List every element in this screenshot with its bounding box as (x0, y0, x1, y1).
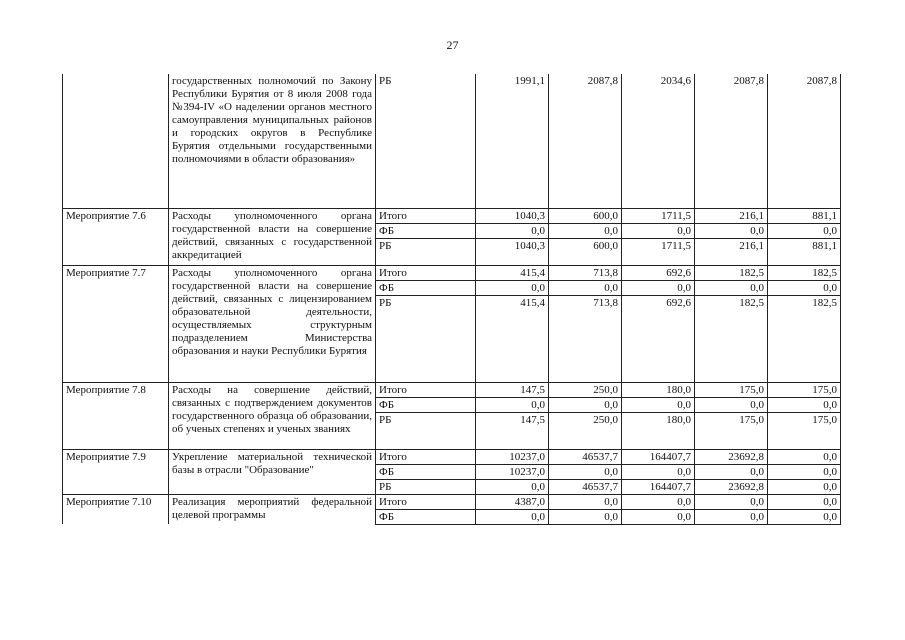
measure-description: Расходы уполномоченного органа государственной власти на совершение действий, связанных с лицензированием образовательной деятельности, осуществляемых структурным подразделением Министерства образования и науки Республики Бурятия (169, 265, 376, 382)
table-row (63, 208, 841, 223)
measure-description: государственных полномочий по Закону Республики Бурятия от 8 июля 2008 года №394-IV «О наделении органов местного самоуправления муниципальных районов и городских округов в Республике Бурятия отдельными государственными полномочиями в области образования» (169, 74, 376, 208)
value-cell: 881,1 (768, 238, 841, 265)
value-cell: 2087,8 (768, 74, 841, 208)
measure-id: Мероприятие 7.6 (63, 208, 169, 265)
page-number: 27 (446, 38, 459, 52)
value-cell: 182,5 (768, 265, 841, 280)
value-cell: 182,5 (768, 295, 841, 382)
value-cell: 0,0 (695, 509, 768, 524)
value-cell: 2087,8 (549, 74, 622, 208)
value-cell: 1991,1 (476, 74, 549, 208)
value-cell: 180,0 (622, 382, 695, 397)
value-cell: 0,0 (695, 397, 768, 412)
value-cell: 0,0 (549, 509, 622, 524)
value-cell: 1040,3 (476, 238, 549, 265)
value-cell: 0,0 (622, 223, 695, 238)
value-cell: 0,0 (476, 509, 549, 524)
value-cell: 0,0 (768, 509, 841, 524)
continuation-row (63, 74, 841, 208)
value-cell: 250,0 (549, 412, 622, 449)
value-cell: 46537,7 (549, 449, 622, 464)
value-cell: 0,0 (695, 223, 768, 238)
value-cell: 23692,8 (695, 449, 768, 464)
value-cell: 0,0 (622, 397, 695, 412)
value-cell: 182,5 (695, 265, 768, 280)
value-cell: 0,0 (695, 280, 768, 295)
value-cell: 0,0 (768, 494, 841, 509)
value-cell: 600,0 (549, 238, 622, 265)
measure-description: Расходы на совершение действий, связанных с подтверждением документов государственного образца об образовании, об ученых степенях и ученых званиях (169, 382, 376, 449)
value-cell: 0,0 (549, 464, 622, 479)
table-row (63, 382, 841, 397)
value-cell: 0,0 (768, 449, 841, 464)
value-cell: 147,5 (476, 412, 549, 449)
measure-id: Мероприятие 7.7 (63, 265, 169, 382)
value-cell: 216,1 (695, 208, 768, 223)
measure-description: Реализация мероприятий федеральной целевой программы (169, 494, 376, 524)
table-row (63, 494, 841, 509)
value-cell: 0,0 (695, 464, 768, 479)
value-cell: 713,8 (549, 265, 622, 280)
value-cell: 175,0 (768, 382, 841, 397)
value-cell: 692,6 (622, 295, 695, 382)
funding-source: РБ (376, 412, 476, 449)
value-cell: 180,0 (622, 412, 695, 449)
value-cell: 0,0 (622, 464, 695, 479)
value-cell: 1040,3 (476, 208, 549, 223)
value-cell: 415,4 (476, 265, 549, 280)
funding-source: Итого (376, 382, 476, 397)
value-cell: 0,0 (549, 494, 622, 509)
value-cell: 1711,5 (622, 208, 695, 223)
funding-source: Итого (376, 208, 476, 223)
value-cell: 175,0 (695, 382, 768, 397)
measure-id: Мероприятие 7.9 (63, 449, 169, 494)
value-cell: 0,0 (768, 479, 841, 494)
value-cell: 0,0 (549, 397, 622, 412)
funding-source: ФБ (376, 223, 476, 238)
value-cell: 0,0 (476, 280, 549, 295)
value-cell: 0,0 (622, 280, 695, 295)
value-cell: 0,0 (476, 223, 549, 238)
value-cell: 881,1 (768, 208, 841, 223)
value-cell: 1711,5 (622, 238, 695, 265)
value-cell: 0,0 (768, 223, 841, 238)
measure-id: Мероприятие 7.10 (63, 494, 169, 524)
value-cell: 147,5 (476, 382, 549, 397)
table-row (63, 449, 841, 464)
funding-source: РБ (376, 479, 476, 494)
value-cell: 164407,7 (622, 479, 695, 494)
measure-description: Расходы уполномоченного органа государственной власти на совершение действий, связанных с государственной аккредитацией (169, 208, 376, 265)
funding-source: Итого (376, 494, 476, 509)
funding-source: ФБ (376, 397, 476, 412)
value-cell: 415,4 (476, 295, 549, 382)
funding-source: ФБ (376, 280, 476, 295)
measure-id: Мероприятие 7.8 (63, 382, 169, 449)
measure-description: Укрепление материальной технической базы в отрасли "Образование" (169, 449, 376, 494)
funding-source: РБ (376, 238, 476, 265)
table-row (63, 265, 841, 280)
budget-table (62, 74, 841, 525)
value-cell: 692,6 (622, 265, 695, 280)
value-cell: 175,0 (768, 412, 841, 449)
value-cell: 0,0 (622, 494, 695, 509)
funding-source: РБ (376, 295, 476, 382)
value-cell: 2034,6 (622, 74, 695, 208)
funding-source: ФБ (376, 464, 476, 479)
measure-cell (63, 74, 169, 208)
value-cell: 0,0 (622, 509, 695, 524)
value-cell: 250,0 (549, 382, 622, 397)
value-cell: 0,0 (768, 464, 841, 479)
funding-source: ФБ (376, 509, 476, 524)
value-cell: 10237,0 (476, 464, 549, 479)
value-cell: 0,0 (768, 397, 841, 412)
value-cell: 216,1 (695, 238, 768, 265)
value-cell: 0,0 (476, 479, 549, 494)
value-cell: 0,0 (695, 494, 768, 509)
value-cell: 0,0 (549, 223, 622, 238)
funding-source: РБ (376, 74, 476, 208)
value-cell: 46537,7 (549, 479, 622, 494)
value-cell: 600,0 (549, 208, 622, 223)
value-cell: 182,5 (695, 295, 768, 382)
funding-source: Итого (376, 265, 476, 280)
value-cell: 164407,7 (622, 449, 695, 464)
value-cell: 0,0 (476, 397, 549, 412)
value-cell: 4387,0 (476, 494, 549, 509)
value-cell: 0,0 (768, 280, 841, 295)
value-cell: 2087,8 (695, 74, 768, 208)
value-cell: 713,8 (549, 295, 622, 382)
value-cell: 10237,0 (476, 449, 549, 464)
value-cell: 23692,8 (695, 479, 768, 494)
value-cell: 175,0 (695, 412, 768, 449)
budget-table-body (63, 74, 841, 524)
value-cell: 0,0 (549, 280, 622, 295)
funding-source: Итого (376, 449, 476, 464)
